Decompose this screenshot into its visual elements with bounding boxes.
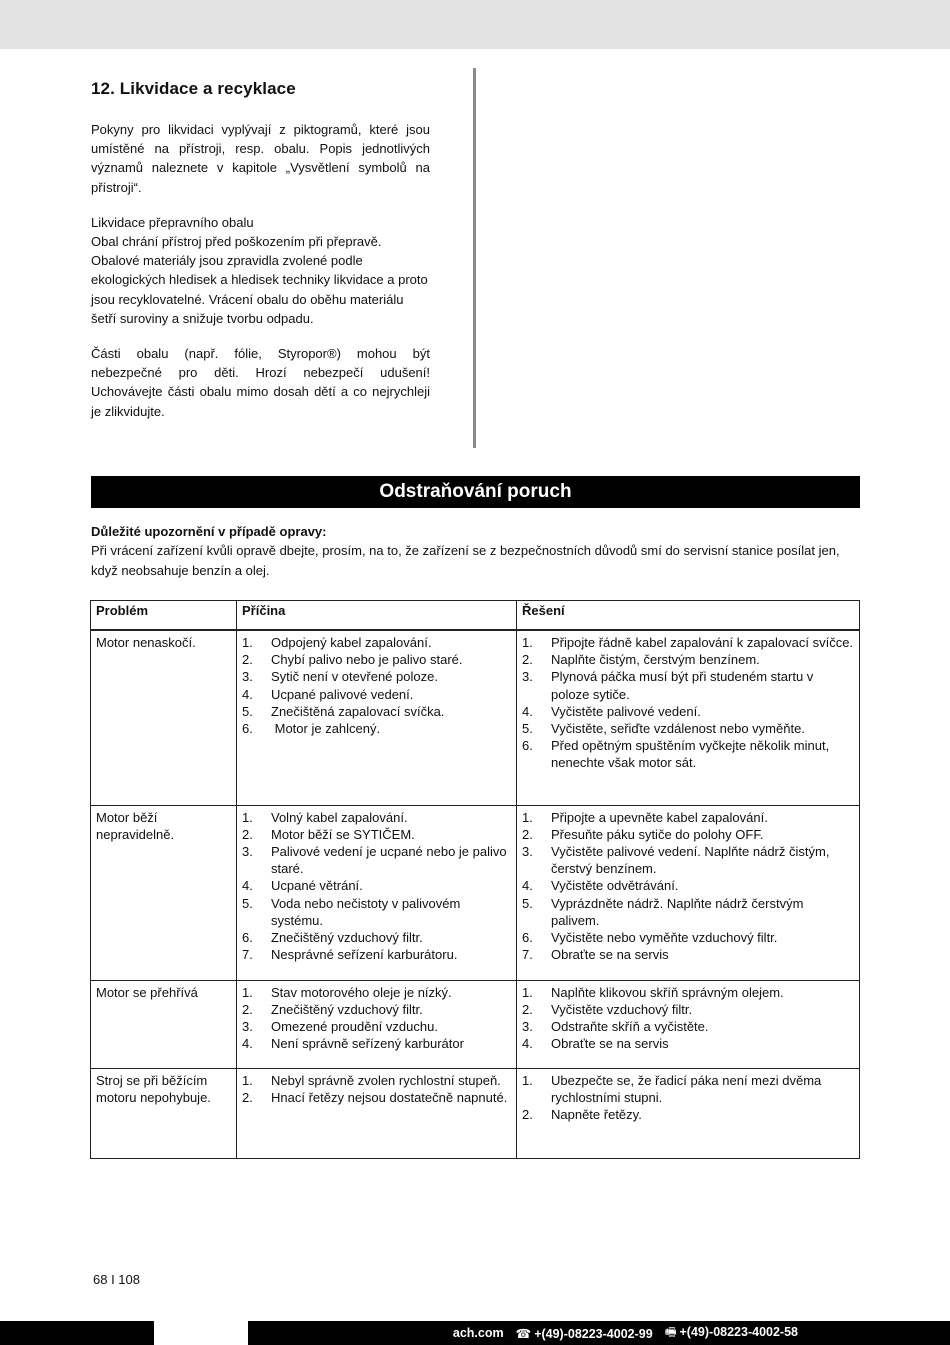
cause-list (242, 809, 511, 964)
list-item (522, 1001, 854, 1018)
column-divider (473, 68, 476, 448)
list-item (242, 668, 511, 685)
cause-cell (237, 805, 517, 980)
item-text: Ucpané palivové vedení. (271, 686, 414, 702)
header-cause: Příčina (237, 601, 517, 631)
item-text: Nebyl správně zvolen rychlostní stupeň. (271, 1072, 501, 1088)
list-item (242, 720, 511, 737)
list-item (242, 1089, 511, 1106)
list-item (242, 809, 511, 826)
header-band (0, 0, 950, 49)
fax-number: +(49)-08223-4002-58 (679, 1324, 798, 1339)
item-text: Ucpané větrání. (271, 878, 363, 894)
table-body (91, 630, 860, 1158)
paragraph: Části obalu (např. fólie, Styropor®) mohou být nebezpečné pro děti. Hrozí nebezpečí udušení! Uchovávejte části obalu mimo dosah dětí a co nejrychleji je zlikvidujte. (91, 346, 430, 419)
list-item (242, 1001, 511, 1018)
item-number: 5. (242, 895, 253, 911)
paragraph: Pokyny pro likvidaci vyplývají z piktogramů, které jsou umístěné na přístroji, resp. obalu. Popis jednotlivých významů naleznete v kapitole „Vysvětlení symbolů na přístroji“. (91, 122, 430, 195)
paragraph (91, 213, 430, 328)
item-text: Znečištěná zapalovací svíčka. (271, 703, 445, 719)
list-item (522, 1106, 854, 1123)
troubleshooting-table (90, 600, 860, 1159)
item-text: Vyčistěte palivové vedení. Naplňte nádrž čistým, čerstvý benzínem. (551, 843, 834, 877)
item-number: 5. (242, 703, 253, 719)
item-text: Znečištěný vzduchový filtr. (271, 929, 423, 945)
item-number: 2. (242, 826, 253, 842)
solution-cell (517, 630, 860, 805)
list-item (522, 651, 854, 668)
item-text: Před opětným spuštěním vyčkejte několik minut, nenechte však motor sát. (551, 738, 833, 771)
item-number: 5. (522, 721, 533, 737)
item-text: Omezené proudění vzduchu. (271, 1018, 438, 1034)
list-item (242, 877, 511, 894)
list-item (522, 877, 854, 894)
header-solution: Řešení (517, 601, 860, 631)
table-row (91, 1068, 860, 1158)
item-number: 3. (242, 843, 253, 859)
item-number: 2. (242, 1001, 253, 1017)
solution-list (522, 634, 854, 772)
cause-list (242, 984, 511, 1053)
problem-cell: Stroj se při běžícím motoru nepohybuje. (91, 1068, 237, 1158)
item-number: 4. (242, 1036, 253, 1052)
item-text: Volný kabel zapalování. (271, 809, 408, 825)
item-number: 7. (522, 947, 533, 963)
solution-cell (517, 805, 860, 980)
paragraph-text: Likvidace přepravního obalu Obal chrání přístroj před poškozením při přepravě. Obalové materiály jsou zpravidla zvolené podle ekologických hledisek a hledisek techniky likvidace a proto jsou recyklovatelné. Vrácení obalu do oběhu materiálu šetří suroviny a snižuje tvorbu odpadu. (91, 214, 428, 326)
solution-cell (517, 1068, 860, 1158)
table-row (91, 980, 860, 1068)
list-item (522, 668, 854, 702)
item-text: Naplňte klikovou skříň správným olejem. (551, 984, 784, 1000)
item-number: 1. (522, 984, 533, 1000)
item-number: 1. (242, 1072, 253, 1088)
list-item (242, 929, 511, 946)
troubleshooting-banner: Odstraňování poruch (91, 476, 860, 508)
problem-cell: Motor nenaskočí. (91, 630, 237, 805)
list-item (522, 895, 854, 929)
problem-cell: Motor běží nepravidelně. (91, 805, 237, 980)
item-text: Palivové vedení je ucpané nebo je palivo staré. (271, 843, 511, 877)
solution-list (522, 809, 854, 964)
item-number: 4. (522, 703, 533, 719)
phone-number: +(49)-08223-4002-99 (534, 1326, 653, 1341)
item-text: Hnací řetězy nejsou dostatečně napnuté. (271, 1089, 508, 1105)
item-number: 3. (522, 669, 533, 685)
list-item (242, 1072, 511, 1089)
item-text: Naplňte čistým, čerstvým benzínem. (551, 652, 760, 668)
item-number: 1. (242, 635, 253, 650)
item-number: 3. (242, 1018, 253, 1034)
item-text: Připojte řádně kabel zapalování k zapalovací svíčce. (551, 635, 854, 650)
item-number: 4. (522, 878, 533, 894)
item-text: Znečištěný vzduchový filtr. (271, 1001, 423, 1017)
list-item (522, 929, 854, 946)
item-number: 2. (242, 652, 253, 668)
notice-text: Při vrácení zařízení kvůli opravě dbejte, prosím, na to, že zařízení se z bezpečnostních důvodů smí do servisní stanice posílat jen, když neobsahuje benzín a olej. (91, 543, 840, 578)
item-number: 1. (242, 984, 253, 1000)
disposal-text (91, 120, 430, 437)
list-item (242, 634, 511, 651)
solution-list (522, 1072, 854, 1124)
list-item (522, 720, 854, 737)
item-number: 1. (242, 809, 253, 825)
item-text: Vyčistěte, seřiďte vzdálenost nebo vyměňte. (551, 721, 805, 737)
item-number: 6. (522, 929, 533, 945)
list-item (242, 651, 511, 668)
item-text: Chybí palivo nebo je palivo staré. (271, 652, 463, 668)
item-text: Motor je zahlcený. (271, 721, 381, 737)
item-number: 4. (522, 1036, 533, 1052)
item-text: Plynová páčka musí být při studeném startu v poloze sytiče. (551, 669, 817, 702)
item-text: Ubezpečte se, že řadicí páka není mezi dvěma rychlostními stupni. (551, 1072, 825, 1105)
cause-list (242, 634, 511, 737)
phone-icon: ☎ (515, 1326, 532, 1341)
list-item (242, 686, 511, 703)
list-item (522, 634, 854, 651)
table-row (91, 630, 860, 805)
item-number: 3. (522, 1018, 533, 1034)
list-item (522, 703, 854, 720)
item-text: Vyčistěte nebo vyměňte vzduchový filtr. (551, 929, 778, 945)
list-item (242, 946, 511, 963)
list-item (242, 1035, 511, 1052)
item-text: Vyčistěte palivové vedení. (551, 703, 701, 719)
table-header-row (91, 601, 860, 631)
item-number: 6. (242, 721, 253, 737)
cause-cell (237, 1068, 517, 1158)
item-number: 2. (522, 652, 533, 668)
list-item (522, 843, 854, 877)
item-number: 4. (242, 686, 253, 702)
item-number: 2. (242, 1089, 253, 1105)
list-item (522, 984, 854, 1001)
item-text: Odstraňte skříň a vyčistěte. (551, 1018, 709, 1034)
cause-list (242, 1072, 511, 1106)
list-item (242, 895, 511, 929)
section-title: 12. Likvidace a recyklace (91, 79, 296, 98)
item-text: Obraťte se na servis (551, 947, 669, 963)
cause-cell (237, 980, 517, 1068)
list-item (242, 984, 511, 1001)
list-item (242, 703, 511, 720)
item-text: Obraťte se na servis (551, 1036, 669, 1052)
problem-cell: Motor se přehřívá (91, 980, 237, 1068)
footer-gap (154, 1321, 248, 1345)
list-item (522, 1018, 854, 1035)
fax-icon: 🖷 (664, 1324, 677, 1339)
item-text: Vyprázdněte nádrž. Naplňte nádrž čerstvým palivem. (551, 895, 808, 928)
notice-title: Důležité upozornění v případě opravy: (91, 524, 327, 539)
item-text: Stav motorového oleje je nízký. (271, 984, 452, 1000)
item-number: 4. (242, 878, 253, 894)
item-number: 2. (522, 826, 533, 842)
solution-list (522, 984, 854, 1053)
item-text: Nesprávné seřízení karburátoru. (271, 947, 458, 963)
footer-contacts (453, 1321, 798, 1345)
item-text: Vyčistěte vzduchový filtr. (551, 1001, 693, 1017)
list-item (522, 946, 854, 963)
item-text: Přesuňte páku sytiče do polohy OFF. (551, 826, 764, 842)
list-item (522, 1035, 854, 1052)
item-number: 7. (242, 947, 253, 963)
item-number: 6. (242, 929, 253, 945)
item-text: Voda nebo nečistoty v palivovém systému. (271, 895, 464, 928)
item-number: 1. (522, 1072, 533, 1088)
item-text: Napněte řetězy. (551, 1106, 642, 1122)
item-number: 2. (522, 1001, 533, 1017)
item-text: Motor běží se SYTIČEM. (271, 826, 415, 842)
page-number: 68 I 108 (93, 1272, 140, 1287)
item-number: 3. (242, 669, 253, 685)
footer-website: ach.com (452, 1326, 504, 1340)
footer-fax (665, 1323, 798, 1344)
list-item (522, 1072, 854, 1106)
list-item (242, 1018, 511, 1035)
item-text: Sytič není v otevřené poloze. (271, 669, 438, 685)
item-number: 2. (522, 1106, 533, 1122)
item-number: 1. (522, 635, 533, 650)
table-row (91, 805, 860, 980)
header-problem: Problém (91, 601, 237, 631)
list-item (522, 809, 854, 826)
footer-phone (516, 1326, 653, 1341)
list-item (242, 826, 511, 843)
item-text: Odpojený kabel zapalování. (271, 635, 432, 650)
item-number: 3. (522, 843, 533, 859)
solution-cell (517, 980, 860, 1068)
item-number: 5. (522, 895, 533, 911)
item-number: 1. (522, 809, 533, 825)
list-item (522, 737, 854, 771)
item-number: 6. (522, 738, 533, 754)
item-text: Není správně seřízený karburátor (271, 1036, 464, 1052)
cause-cell (237, 630, 517, 805)
list-item (242, 843, 511, 877)
item-text: Připojte a upevněte kabel zapalování. (551, 809, 768, 825)
list-item (522, 826, 854, 843)
item-text: Vyčistěte odvětrávání. (551, 878, 679, 894)
